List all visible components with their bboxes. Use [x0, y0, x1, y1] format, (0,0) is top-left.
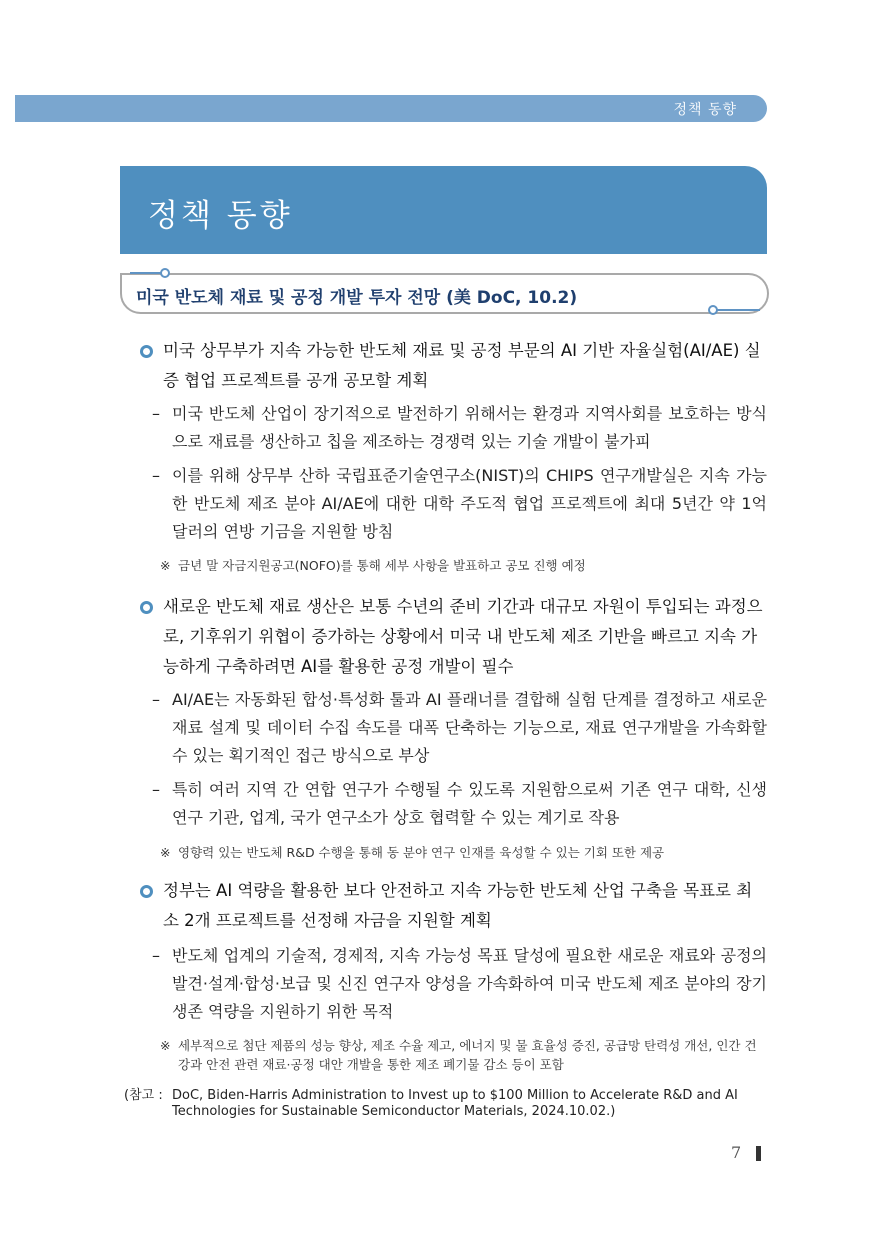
section-title: 정책 동향 [148, 198, 293, 234]
dash-text: 이를 위해 상무부 산하 국립표준기술연구소(NIST)의 CHIPS 연구개발실은 지속 가능한 반도체 제조 분야 AI/AE에 대한 대학 주도적 협업 프로젝트에 최대 5년간 약 1억 달러의 연방 기금을 지원할 방침 [172, 466, 767, 541]
note-item [160, 843, 767, 862]
bullet-text: 새로운 반도체 재료 생산은 보통 수년의 준비 기간과 대규모 자원이 투입되는 과정으로, 기후위기 위협이 증가하는 상황에서 미국 내 반도체 제조 기반을 빠르고 지속 가능하게 구축하려면 AI를 활용한 공정 개발이 필수 [163, 597, 763, 676]
note-mark: ※ [160, 558, 171, 573]
reference-label: (참고 : [124, 1088, 163, 1103]
bullet-text: 정부는 AI 역량을 활용한 보다 안전하고 지속 가능한 반도체 산업 구축을 목표로 최소 2개 프로젝트를 선정해 자금을 지원할 계획 [163, 881, 753, 930]
note-mark: ※ [160, 845, 171, 860]
dash-text: 미국 반도체 산업이 장기적으로 발전하기 위해서는 환경과 지역사회를 보호하는 방식으로 재료를 생산하고 칩을 제조하는 경쟁력 있는 기술 개발이 불가피 [172, 404, 767, 451]
dash-item [152, 400, 767, 456]
reference-text: DoC, Biden-Harris Administration to Invest up to $100 Million to Accelerate R&D and AI Technologies for Sustainable Semiconductor Materials, 2024.10.02.) [172, 1088, 738, 1119]
dash-mark: – [152, 466, 160, 485]
note-text: 세부적으로 첨단 제품의 성능 향상, 제조 수율 제고, 에너지 및 물 효율성 증진, 공급망 탄력성 개선, 인간 건강과 안전 관련 재료·공정 대안 개발을 통한 제조 폐기물 감소 등이 포함 [178, 1038, 757, 1072]
header-bar [15, 95, 767, 122]
dash-mark: – [152, 780, 160, 799]
page-number: 7 [731, 1143, 742, 1162]
dash-item [152, 776, 767, 832]
bullet-text: 미국 상무부가 지속 가능한 반도체 재료 및 공정 부문의 AI 기반 자율실험(AI/AE) 실증 협업 프로젝트를 공개 공모할 계획 [163, 341, 761, 390]
article-headline-box [120, 273, 769, 314]
dash-text: AI/AE는 자동화된 합성·특성화 툴과 AI 플래너를 결합해 실험 단계를 결정하고 새로운 재료 설계 및 데이터 수집 속도를 대폭 단축하는 기능으로, 재료 연구개발을 가속화할 수 있는 획기적인 접근 방식으로 부상 [172, 690, 767, 765]
note-text: 금년 말 자금지원공고(NOFO)를 통해 세부 사항을 발표하고 공모 진행 예정 [178, 558, 586, 573]
section-title-box [120, 166, 767, 254]
headline-connector-dot-bottom [708, 305, 718, 315]
bullet-circle-icon [140, 885, 153, 898]
dash-mark: – [152, 404, 160, 423]
bullet-item [140, 592, 767, 682]
headline-connector-dot [160, 268, 170, 278]
dash-item [152, 942, 767, 1026]
dash-text: 반도체 업계의 기술적, 경제적, 지속 가능성 목표 달성에 필요한 새로운 재료와 공정의 발견·설계·합성·보급 및 신진 연구자 양성을 가속화하여 미국 반도체 제조 분야의 장기 생존 역량을 지원하기 위한 목적 [172, 946, 767, 1021]
dash-mark: – [152, 946, 160, 965]
bullet-item [140, 876, 767, 936]
article-headline: 미국 반도체 재료 및 공정 개발 투자 전망 (美 DoC, 10.2) [136, 288, 578, 308]
header-tab-label: 정책 동향 [673, 102, 737, 118]
dash-mark: – [152, 690, 160, 709]
headline-connector-line [130, 272, 162, 274]
note-item [160, 556, 767, 575]
note-text: 영향력 있는 반도체 R&D 수행을 통해 동 분야 연구 인재를 육성할 수 있는 기회 또한 제공 [178, 845, 665, 860]
note-item [160, 1036, 767, 1074]
bullet-circle-icon [140, 601, 153, 614]
reference [124, 1088, 767, 1120]
dash-item [152, 686, 767, 770]
page-number-bar [756, 1146, 761, 1161]
bullet-circle-icon [140, 345, 153, 358]
dash-item [152, 462, 767, 546]
note-mark: ※ [160, 1038, 171, 1053]
bullet-item [140, 336, 767, 396]
dash-text: 특히 여러 지역 간 연합 연구가 수행될 수 있도록 지원함으로써 기존 연구 대학, 신생 연구 기관, 업계, 국가 연구소가 상호 협력할 수 있는 계기로 작용 [172, 780, 767, 827]
